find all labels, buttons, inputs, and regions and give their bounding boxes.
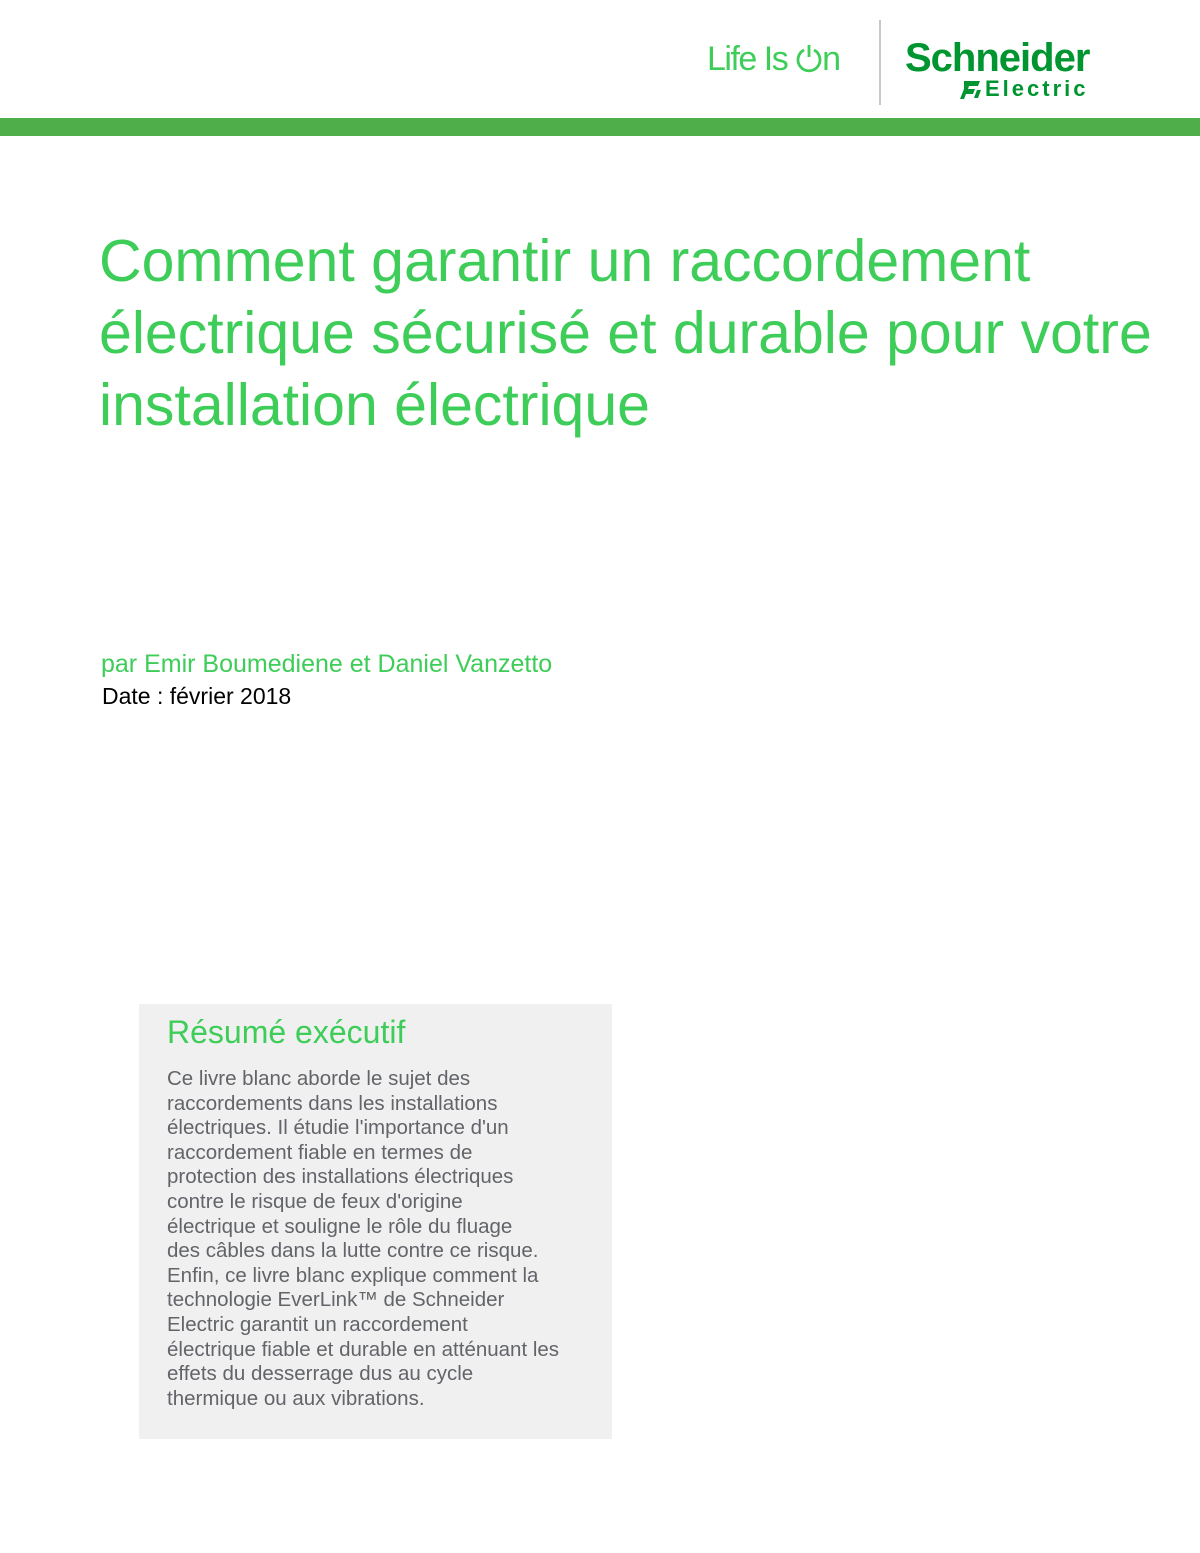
header-green-bar: [0, 118, 1200, 136]
summary-line: électriques. Il étudie l'importance d'un: [167, 1116, 509, 1140]
summary-line: des câbles dans la lutte contre ce risque.: [167, 1239, 539, 1263]
summary-line: électrique fiable et durable en atténuant les: [167, 1337, 560, 1361]
document-authors: par Emir Boumediene et Daniel Vanzetto: [101, 650, 553, 678]
summary-line: thermique ou aux vibrations.: [167, 1386, 425, 1410]
summary-heading: Résumé exécutif: [167, 1014, 406, 1050]
summary-line: protection des installations électriques: [167, 1165, 514, 1189]
summary-line: Enfin, ce livre blanc explique comment la: [167, 1263, 539, 1287]
document-date: Date : février 2018: [102, 683, 292, 709]
summary-line: raccordement fiable en termes de: [167, 1140, 473, 1164]
summary-line: contre le risque de feux d'origine: [167, 1189, 463, 1213]
executive-summary-box: [139, 1004, 612, 1439]
power-icon: [796, 43, 822, 73]
summary-line: effets du desserrage dus au cycle: [167, 1362, 474, 1386]
summary-line: Electric garantit un raccordement: [167, 1312, 468, 1336]
tagline-suffix: n: [822, 40, 840, 78]
page-header: [0, 0, 1200, 118]
schneider-logo-mark-icon: [960, 78, 982, 100]
life-is-on-tagline: [707, 40, 840, 79]
summary-body: [167, 1067, 607, 1411]
document-title: Comment garantir un raccordement électrique sécurisé et durable pour votre installation électrique: [99, 228, 1152, 438]
summary-line: Ce livre blanc aborde le sujet des: [167, 1067, 471, 1090]
summary-line: technologie EverLink™ de Schneider: [167, 1288, 505, 1312]
logo-subtext: Electric: [985, 76, 1089, 101]
schneider-electric-logo: [905, 38, 1125, 108]
summary-line: électrique et souligne le rôle du fluage: [167, 1214, 513, 1238]
logo-wordmark: Schneider: [905, 36, 1090, 80]
tagline-text: Life Is: [707, 40, 796, 78]
logo-divider: [879, 20, 881, 105]
summary-line: raccordements dans les installations: [167, 1091, 498, 1115]
